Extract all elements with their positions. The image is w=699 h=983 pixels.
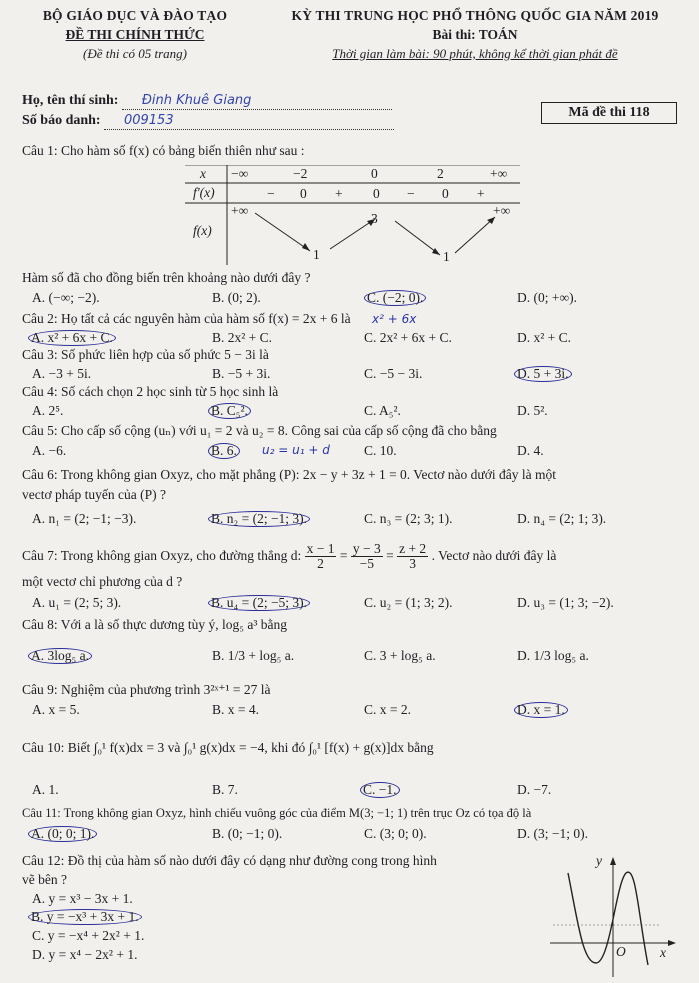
q5-option-a: A. −6. [32, 443, 67, 458]
q6-stem-1: Câu 6: Trong không gian Oxyz, cho mặt phẳng (P): 2x − y + 3z + 1 = 0. Vectơ nào dưới đây là một [22, 467, 556, 482]
q6-stem-2: vectơ pháp tuyến của (P) ? [22, 487, 166, 502]
q1-option-a: A. (−∞; −2). [32, 290, 100, 305]
q4-option-d: D. 5². [517, 403, 548, 418]
q7-options [22, 595, 677, 613]
q7-frac-z-num: z + 2 [399, 541, 427, 556]
q3-option-d: D. 5 + 3i. [514, 366, 572, 382]
q2-option-b: B. 2x² + C. [212, 330, 273, 345]
q12-graph-y-label: y [596, 853, 602, 868]
ministry-name: BỘ GIÁO DỤC VÀ ĐÀO TẠO [42, 8, 228, 23]
vt-sign-3: 0 [373, 186, 380, 201]
q3-option-c: C. −5 − 3i. [364, 366, 423, 381]
q9-option-c: C. x = 2. [364, 702, 411, 717]
q7-option-c: C. u₂ = (1; 3; 2). [364, 595, 453, 610]
q7-frac-z-den: 3 [409, 556, 416, 572]
q7-option-a: A. u₁ = (2; 5; 3). [32, 595, 122, 610]
vt-x-val-2: 0 [371, 166, 378, 181]
q10-option-d: D. −7. [517, 782, 552, 797]
q10-option-b: B. 7. [212, 782, 238, 797]
q11-options [22, 826, 677, 844]
q1-option-b: B. (0; 2). [212, 290, 261, 305]
header-right [265, 8, 685, 62]
q1-stem: Câu 1: Cho hàm số f(x) có bảng biến thiên như sau : [22, 143, 305, 158]
q2-stem [22, 311, 677, 328]
q7-frac-y [351, 542, 383, 571]
q7-frac-y-den: −5 [359, 556, 374, 572]
q9-option-a: A. x = 5. [32, 702, 80, 717]
q7-frac-y-num: y − 3 [352, 541, 381, 556]
q10-options [22, 782, 677, 800]
q5-option-c: C. 10. [364, 443, 397, 458]
vt-fprime-label: f'(x) [193, 185, 215, 200]
q10-stem: Câu 10: Biết ∫₀¹ f(x)dx = 3 và ∫₀¹ g(x)dx = −4, khi đó ∫₀¹ [f(x) + g(x)]dx bằng [22, 740, 434, 755]
q12-option-b-text: B. y = −x³ + 3x + 1. [28, 909, 142, 925]
vt-f-label: f(x) [193, 223, 212, 238]
q4-options [22, 403, 677, 421]
q4-option-a: A. 2⁵. [32, 403, 64, 418]
q7-frac-x-num: x − 1 [306, 541, 335, 556]
q2-stem-text: Câu 2: Họ tất cả các nguyên hàm của hàm số f(x) = 2x + 6 là [22, 311, 351, 326]
q4-option-c: C. A₅². [364, 403, 401, 418]
q8-option-c: C. 3 + log₅ a. [364, 648, 436, 663]
q3-options [22, 366, 677, 384]
q8-option-a: A. 3log₅ a. [28, 648, 92, 664]
vt-x-label: x [200, 166, 206, 181]
candidate-info [22, 92, 677, 136]
q12-option-c-text: C. y = −x⁴ + 2x² + 1. [32, 928, 145, 943]
q2-option-d: D. x² + C. [517, 330, 572, 345]
id-label: Số báo danh: [22, 113, 101, 128]
exam-header [0, 0, 699, 80]
pages-label: (Đề thi có 05 trang) [83, 45, 187, 61]
q5-option-d: D. 4. [517, 443, 544, 458]
vt-sign-4: − [407, 186, 415, 201]
q7-stem-end: . Vectơ nào dưới đây là [431, 547, 557, 563]
vt-f-val-2: 3 [371, 211, 378, 226]
vt-sign-2: + [335, 186, 343, 201]
q5-handwritten-note: u₂ = u₁ + d [262, 443, 330, 457]
q12-graph-origin: O [616, 944, 626, 959]
q6-options [22, 511, 677, 529]
q12-graph [548, 853, 678, 981]
q9-option-b: B. x = 4. [212, 702, 259, 717]
vt-f-val-0: +∞ [231, 203, 249, 218]
q12-stem-2: vẽ bên ? [22, 872, 67, 887]
q6-option-b: B. n₂ = (2; −1; 3). [208, 511, 310, 527]
q8-option-b: B. 1/3 + log₅ a. [212, 648, 295, 663]
vt-x-val-3: 2 [437, 166, 444, 181]
vt-x-val-0: −∞ [231, 166, 249, 181]
vt-sign-6: + [477, 186, 485, 201]
q2-option-c: C. 2x² + 6x + C. [364, 330, 452, 345]
q12-option-a-text: A. y = x³ − 3x + 1. [32, 891, 133, 906]
q7-stem-2: một vectơ chỉ phương của d ? [22, 574, 183, 589]
q5-option-b: B. 6. [208, 443, 240, 459]
exam-title: KỲ THI TRUNG HỌC PHỔ THÔNG QUỐC GIA NĂM 2019 [291, 8, 659, 23]
q5-options [22, 443, 677, 461]
q3-option-a: A. −3 + 5i. [32, 366, 92, 381]
vt-sign-0: − [267, 186, 275, 201]
q11-option-c: C. (3; 0; 0). [364, 826, 427, 841]
q1-question: Hàm số đã cho đồng biến trên khoảng nào dưới đây ? [22, 270, 311, 285]
q7-frac-x [305, 542, 337, 571]
vt-f-val-3: 1 [443, 249, 450, 264]
q8-options [22, 648, 677, 666]
q11-option-a: A. (0; 0; 1). [28, 826, 97, 842]
q8-stem: Câu 8: Với a là số thực dương tùy ý, log₅ a³ bằng [22, 617, 288, 632]
q1-option-d: D. (0; +∞). [517, 290, 577, 305]
official-label: ĐỀ THI CHÍNH THỨC [65, 26, 205, 42]
q2-handwritten-note: x² + 6x [372, 312, 417, 326]
q10-option-a: A. 1. [32, 782, 59, 797]
q10-option-c: C. −1. [360, 782, 400, 798]
exam-code-box: Mã đề thi 118 [541, 102, 677, 124]
q1-options [22, 290, 677, 308]
q9-stem: Câu 9: Nghiệm của phương trình 3²ˣ⁺¹ = 27 là [22, 682, 271, 697]
q7-stem-text: Câu 7: Trong không gian Oxyz, cho đường thẳng d: [22, 547, 302, 563]
q11-stem: Câu 11: Trong không gian Oxyz, hình chiếu vuông góc của điểm M(3; −1; 1) trên trục Oz có tọa độ là [22, 806, 532, 820]
q8-option-d: D. 1/3 log₅ a. [517, 648, 589, 663]
id-handwriting: 009153 [123, 113, 174, 129]
q5-stem: Câu 5: Cho cấp số cộng (uₙ) với u₁ = 2 và u₂ = 8. Công sai của cấp số cộng đã cho bằng [22, 423, 497, 438]
q4-option-b: B. C₅². [208, 403, 251, 419]
vt-f-val-4: +∞ [493, 203, 511, 218]
id-field [104, 113, 394, 130]
q9-option-d: D. x = 1. [514, 702, 568, 718]
q7-option-d: D. u₃ = (1; 3; −2). [517, 595, 614, 610]
name-field [122, 93, 392, 110]
q12-stem-1: Câu 12: Đồ thị của hàm số nào dưới đây có dạng như đường cong trong hình [22, 853, 437, 868]
q12-graph-svg [548, 853, 678, 981]
vt-x-val-4: +∞ [490, 166, 508, 181]
q2-option-a: A. x² + 6x + C. [28, 330, 116, 346]
q7-frac-z [397, 542, 428, 571]
q12-graph-x-label: x [660, 945, 666, 960]
q1-option-c: C. (−2; 0). [364, 290, 426, 306]
vt-f-val-1: 1 [313, 247, 320, 262]
q6-option-c: C. n₃ = (2; 3; 1). [364, 511, 453, 526]
q12-option-d-text: D. y = x⁴ − 2x² + 1. [32, 947, 138, 962]
subject-label: Bài thi: TOÁN [432, 26, 518, 42]
q9-options [22, 702, 677, 720]
q7-option-b: B. u₄ = (2; −5; 3). [208, 595, 310, 611]
q11-option-d: D. (3; −1; 0). [517, 826, 588, 841]
q6-option-d: D. n₄ = (2; 1; 3). [517, 511, 607, 526]
q2-options [22, 330, 677, 348]
header-left [20, 8, 250, 62]
name-label: Họ, tên thí sinh: [22, 93, 119, 108]
vt-x-val-1: −2 [293, 166, 308, 181]
q7-frac-x-den: 2 [317, 556, 324, 572]
q6-option-a: A. n₁ = (2; −1; −3). [32, 511, 137, 526]
variation-table [185, 165, 520, 265]
time-label: Thời gian làm bài: 90 phút, không kể thời gian phát đề [332, 45, 618, 61]
vt-sign-1: 0 [300, 186, 307, 201]
q3-stem: Câu 3: Số phức liên hợp của số phức 5 − 3i là [22, 347, 269, 362]
q4-stem: Câu 4: Số cách chọn 2 học sinh từ 5 học sinh là [22, 384, 279, 399]
vt-sign-5: 0 [442, 186, 449, 201]
name-handwriting: Đinh Khuê Giang [141, 93, 252, 109]
q7-stem-1: Câu 7: Trong không gian Oxyz, cho đường thẳng d: $\frac{x - 1}{2}$ = $\frac{y - 3}{-5}$ = $\frac{z + 2}{3}$ . Vectơ nào dưới đây là [22, 541, 557, 572]
q11-option-b: B. (0; −1; 0). [212, 826, 283, 841]
q3-option-b: B. −5 + 3i. [212, 366, 271, 381]
